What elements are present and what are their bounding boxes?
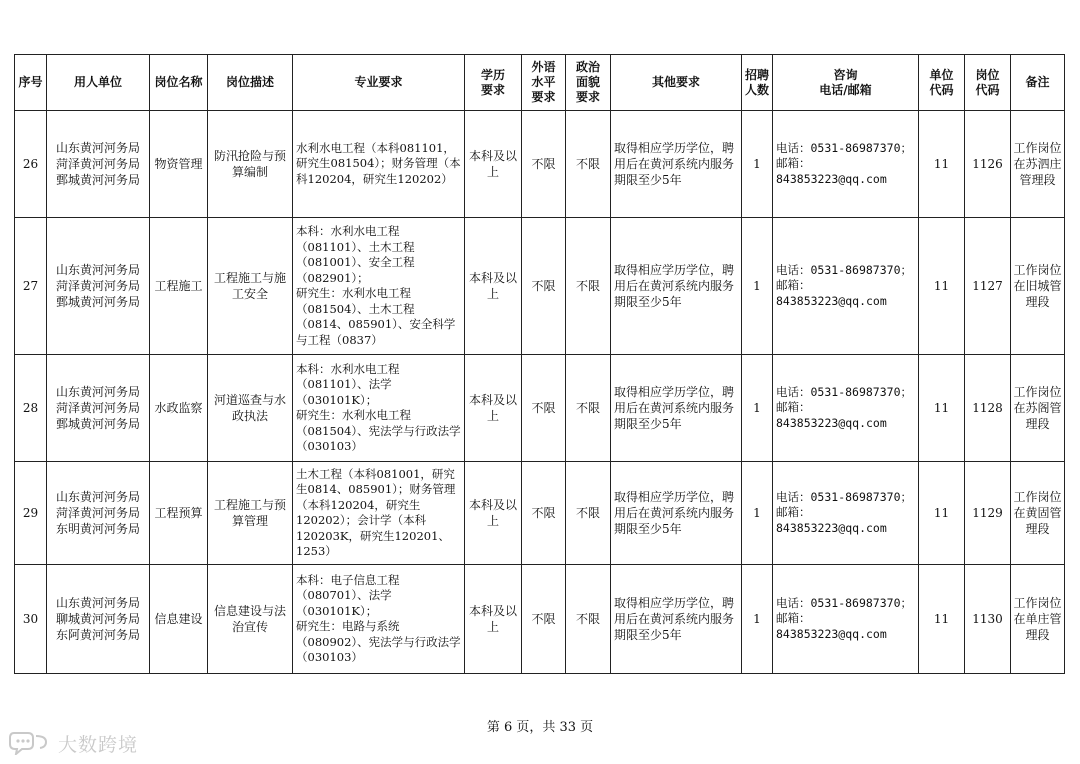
cell-other: 取得相应学历学位，聘用后在黄河系统内服务期限至少5年 — [611, 355, 742, 462]
cell-description: 工程施工与施工安全 — [208, 218, 293, 355]
header-political: 政治 面貌 要求 — [566, 55, 611, 111]
cell-contact: 电话：0531-86987370； 邮箱： 843853223@qq.com — [773, 111, 919, 218]
header-note: 备注 — [1011, 55, 1065, 111]
cell-count: 1 — [742, 355, 773, 462]
cell-note: 工作岗位在单庄管理段 — [1011, 565, 1065, 674]
watermark — [8, 727, 148, 757]
header-language: 外语 水平 要求 — [522, 55, 566, 111]
cell-position: 物资管理 — [150, 111, 208, 218]
cell-language: 不限 — [522, 355, 566, 462]
cell-note: 工作岗位在黄固管理段 — [1011, 462, 1065, 565]
header-contact: 咨询 电话/邮箱 — [773, 55, 919, 111]
cell-position-code: 1127 — [965, 218, 1011, 355]
cell-unit-code: 11 — [919, 565, 965, 674]
cell-contact: 电话：0531-86987370； 邮箱： 843853223@qq.com — [773, 355, 919, 462]
header-unit-code: 单位 代码 — [919, 55, 965, 111]
cell-education: 本科及以上 — [465, 218, 522, 355]
cell-major: 水利水电工程（本科081101，研究生081504）；财务管理（本科120204，研究生120202） — [293, 111, 465, 218]
cell-language: 不限 — [522, 218, 566, 355]
cell-language: 不限 — [522, 565, 566, 674]
table-row — [15, 462, 1065, 565]
cell-unit: 山东黄河河务局 聊城黄河河务局 东阿黄河河务局 — [47, 565, 150, 674]
cell-political: 不限 — [566, 355, 611, 462]
watermark-text: 大数跨境 — [58, 734, 139, 756]
cell-contact: 电话：0531-86987370； 邮箱： 843853223@qq.com — [773, 218, 919, 355]
cell-education: 本科及以上 — [465, 462, 522, 565]
cell-description: 防汛抢险与预算编制 — [208, 111, 293, 218]
cell-description: 工程施工与预算管理 — [208, 462, 293, 565]
cell-note: 工作岗位在苏泗庄管理段 — [1011, 111, 1065, 218]
cell-political: 不限 — [566, 111, 611, 218]
table-header-row — [15, 55, 1065, 111]
header-major: 专业要求 — [293, 55, 465, 111]
cell-seq: 28 — [15, 355, 47, 462]
cell-unit: 山东黄河河务局 菏泽黄河河务局 鄄城黄河河务局 — [47, 111, 150, 218]
cell-other: 取得相应学历学位，聘用后在黄河系统内服务期限至少5年 — [611, 111, 742, 218]
cell-position: 信息建设 — [150, 565, 208, 674]
cell-language: 不限 — [522, 111, 566, 218]
recruitment-table — [14, 54, 1065, 674]
table-row — [15, 565, 1065, 674]
cell-position-code: 1129 — [965, 462, 1011, 565]
cell-count: 1 — [742, 565, 773, 674]
cell-unit-code: 11 — [919, 218, 965, 355]
cell-note: 工作岗位在旧城管理段 — [1011, 218, 1065, 355]
cell-note: 工作岗位在苏阁管理段 — [1011, 355, 1065, 462]
cell-major: 土木工程（本科081001，研究生0814、085901）；财务管理（本科120204，研究生120202）；会计学（本科120203K，研究生120201、1253） — [293, 462, 465, 565]
cell-major: 本科：水利水电工程（081101）、土木工程（081001）、安全工程（082901）； 研究生：水利水电工程（081504）、土木工程（0814、085901）、安全科学与工程（0837） — [293, 218, 465, 355]
cell-position-code: 1130 — [965, 565, 1011, 674]
cell-position: 水政监察 — [150, 355, 208, 462]
cell-political: 不限 — [566, 565, 611, 674]
cell-count: 1 — [742, 218, 773, 355]
cell-other: 取得相应学历学位，聘用后在黄河系统内服务期限至少5年 — [611, 218, 742, 355]
header-unit: 用人单位 — [47, 55, 150, 111]
cell-unit: 山东黄河河务局 菏泽黄河河务局 鄄城黄河河务局 — [47, 355, 150, 462]
cell-seq: 30 — [15, 565, 47, 674]
cell-contact: 电话：0531-86987370； 邮箱： 843853223@qq.com — [773, 565, 919, 674]
cell-major: 本科：水利水电工程（081101）、法学（030101K）； 研究生：水利水电工程（081504）、宪法学与行政法学（030103） — [293, 355, 465, 462]
cell-unit: 山东黄河河务局 菏泽黄河河务局 东明黄河河务局 — [47, 462, 150, 565]
cell-political: 不限 — [566, 218, 611, 355]
cell-major: 本科：电子信息工程（080701）、法学（030101K）； 研究生：电路与系统（080902）、宪法学与行政法学（030103） — [293, 565, 465, 674]
cell-education: 本科及以上 — [465, 355, 522, 462]
header-count: 招聘 人数 — [742, 55, 773, 111]
header-position: 岗位名称 — [150, 55, 208, 111]
cell-position: 工程预算 — [150, 462, 208, 565]
cell-description: 信息建设与法治宣传 — [208, 565, 293, 674]
header-other: 其他要求 — [611, 55, 742, 111]
header-position-code: 岗位 代码 — [965, 55, 1011, 111]
cell-count: 1 — [742, 462, 773, 565]
cell-education: 本科及以上 — [465, 111, 522, 218]
cell-unit: 山东黄河河务局 菏泽黄河河务局 鄄城黄河河务局 — [47, 218, 150, 355]
header-education: 学历 要求 — [465, 55, 522, 111]
cell-unit-code: 11 — [919, 111, 965, 218]
cell-education: 本科及以上 — [465, 565, 522, 674]
cell-seq: 27 — [15, 218, 47, 355]
header-description: 岗位描述 — [208, 55, 293, 111]
cell-position: 工程施工 — [150, 218, 208, 355]
page-number-footer: 第 6 页，共 33 页 — [486, 720, 594, 735]
table-row — [15, 218, 1065, 355]
cell-political: 不限 — [566, 462, 611, 565]
cell-description: 河道巡查与水政执法 — [208, 355, 293, 462]
cell-language: 不限 — [522, 462, 566, 565]
cell-unit-code: 11 — [919, 462, 965, 565]
cell-unit-code: 11 — [919, 355, 965, 462]
table-row — [15, 355, 1065, 462]
cell-position-code: 1126 — [965, 111, 1011, 218]
chat-bubble-logo-icon — [8, 729, 50, 755]
cell-count: 1 — [742, 111, 773, 218]
cell-seq: 29 — [15, 462, 47, 565]
header-seq: 序号 — [15, 55, 47, 111]
table-row — [15, 111, 1065, 218]
cell-position-code: 1128 — [965, 355, 1011, 462]
cell-other: 取得相应学历学位，聘用后在黄河系统内服务期限至少5年 — [611, 462, 742, 565]
cell-seq: 26 — [15, 111, 47, 218]
cell-other: 取得相应学历学位，聘用后在黄河系统内服务期限至少5年 — [611, 565, 742, 674]
cell-contact: 电话：0531-86987370； 邮箱： 843853223@qq.com — [773, 462, 919, 565]
